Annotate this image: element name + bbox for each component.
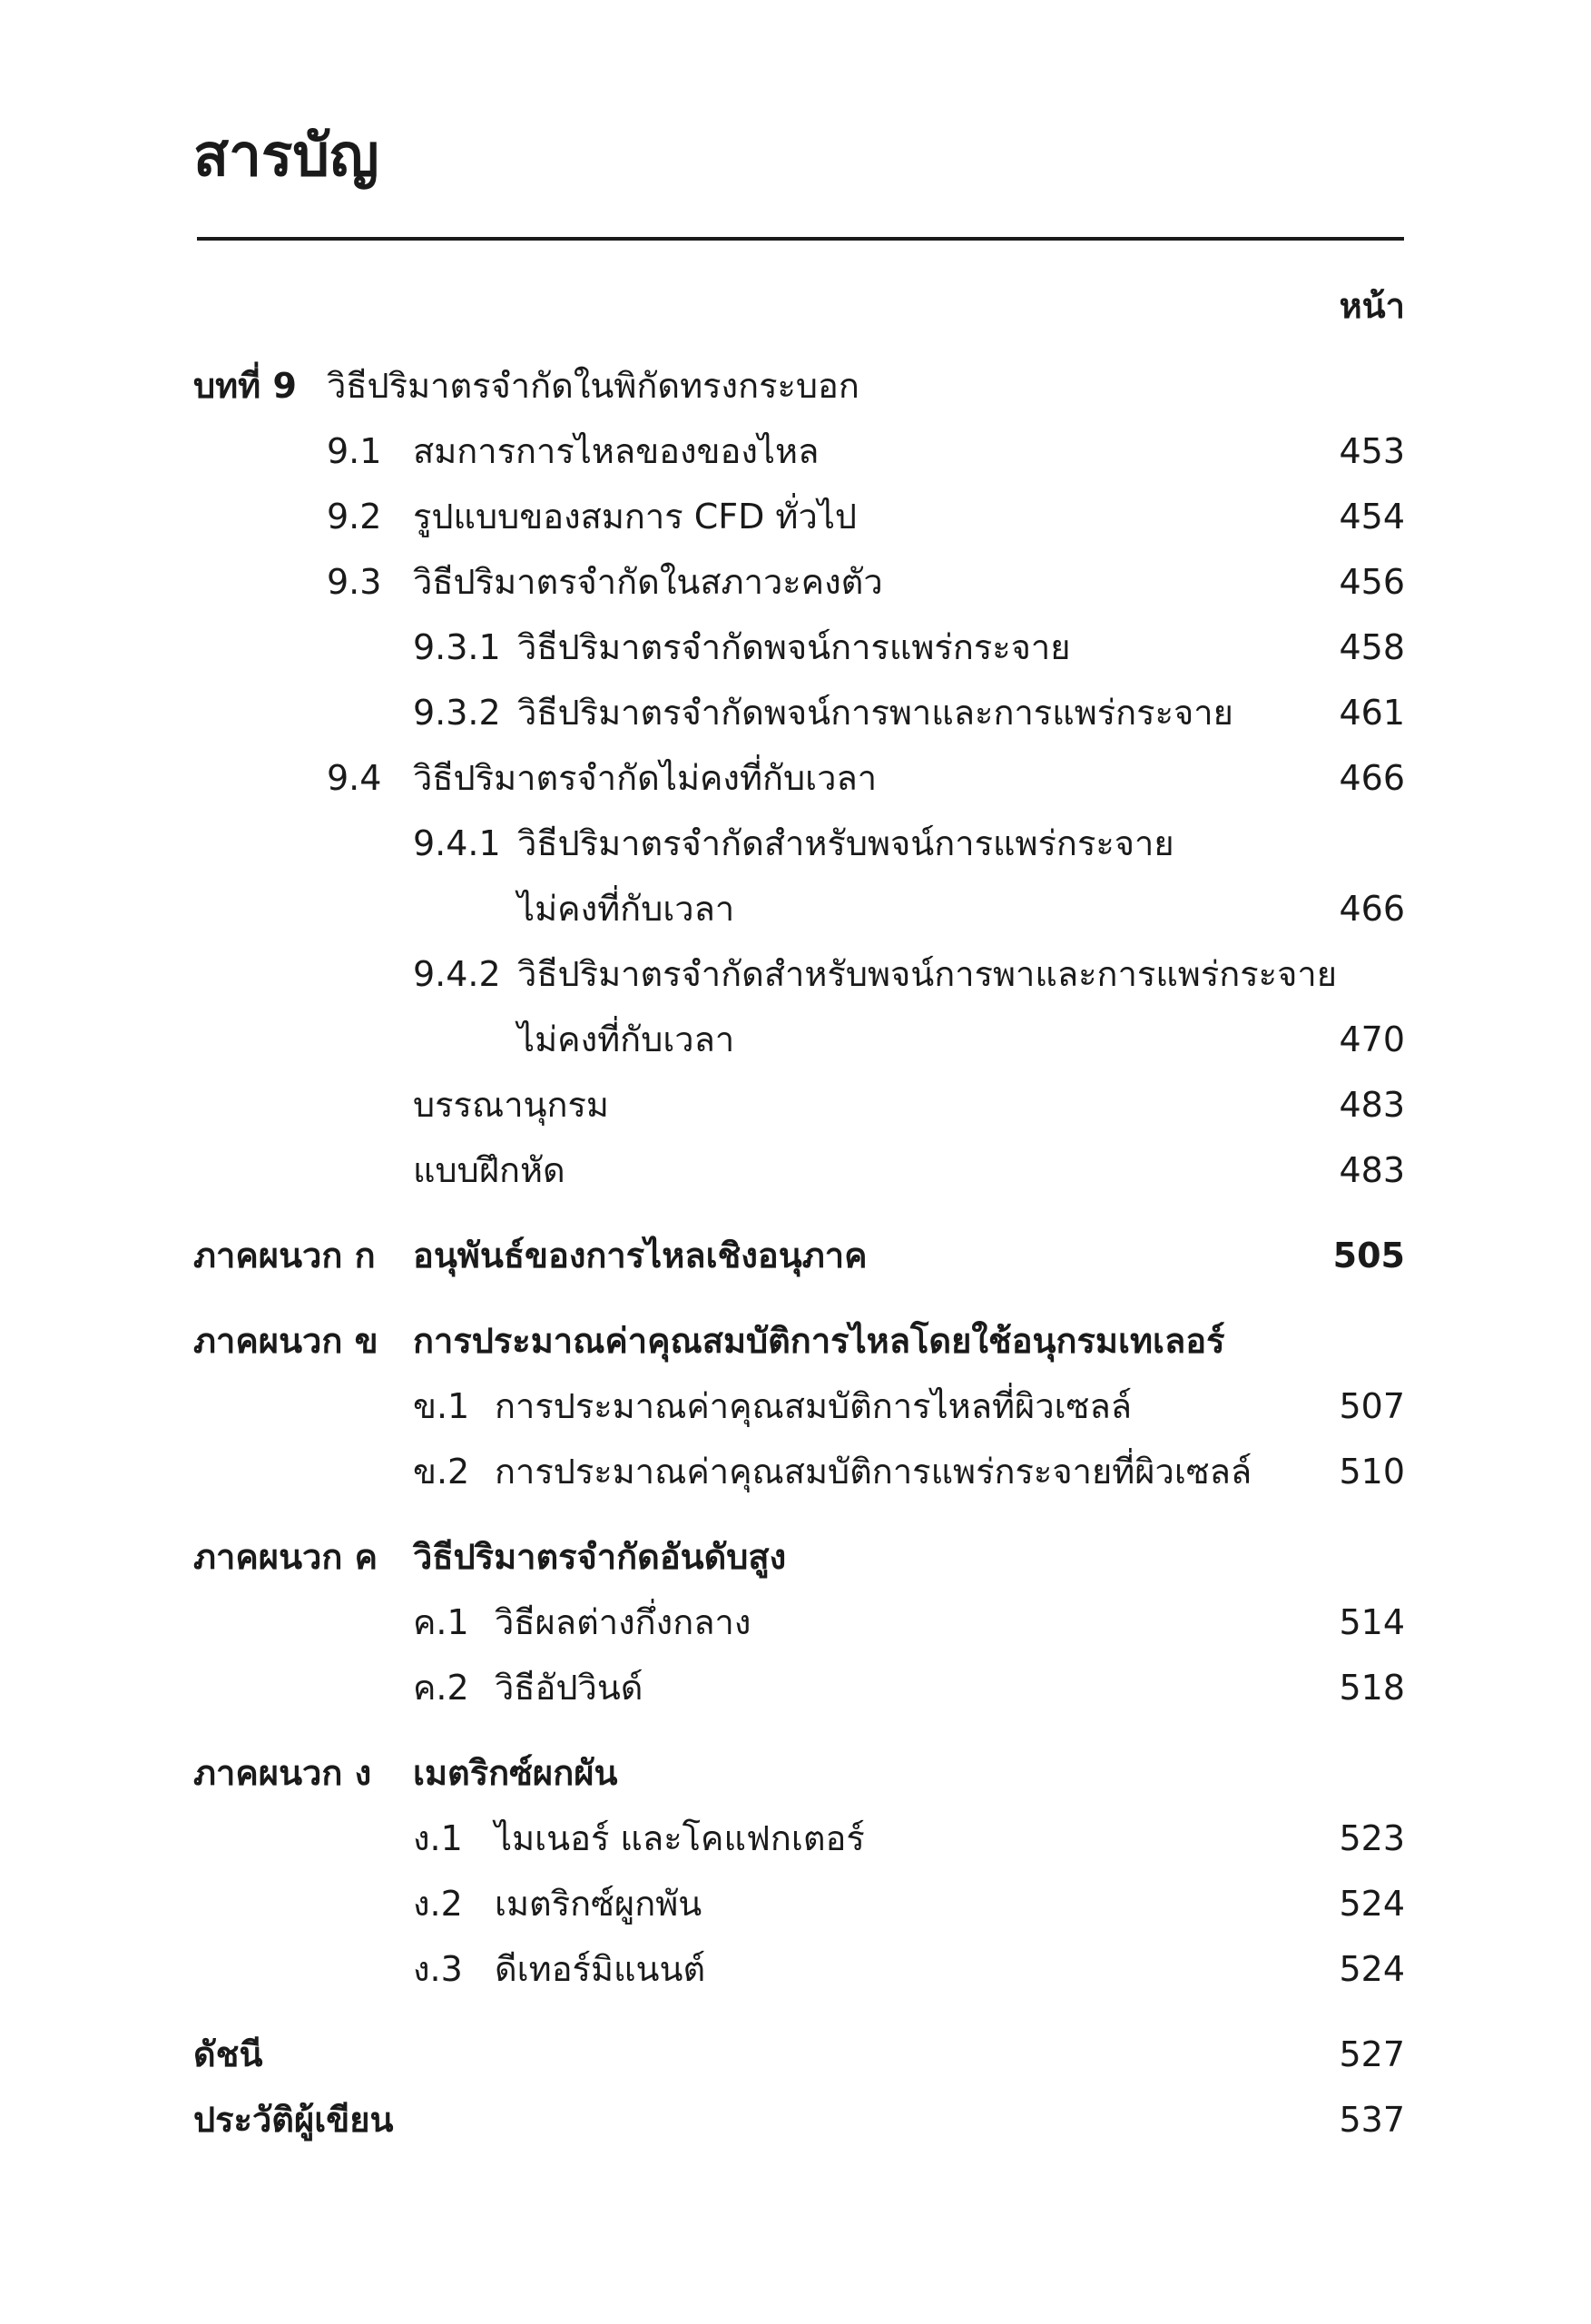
appendix-item-number: ง.1 (413, 1818, 463, 1858)
section-title: สมการการไหลของของไหล (413, 431, 820, 471)
appendix-item-title: วิธีผลต่างกึ่งกลาง (495, 1602, 751, 1642)
author-label: ประวัติผู้เขียน (193, 2100, 394, 2140)
appendix-title: การประมาณค่าคุณสมบัติการไหลโดยใช้อนุกรมเทเลอร์ (413, 1321, 1225, 1361)
page-column-header: หน้า (1339, 286, 1405, 326)
chapter-label: บทที่ 9 (193, 366, 297, 406)
subsection-number: 9.4.2 (413, 954, 501, 994)
appendix-item-page: 510 (1339, 1452, 1405, 1492)
appendix-item-number: ข.2 (413, 1452, 470, 1492)
exercises-page: 483 (1339, 1150, 1405, 1190)
section-title: วิธีปริมาตรจำกัดในสภาวะคงตัว (413, 562, 883, 602)
subsection-number: 9.4.1 (413, 823, 501, 863)
appendix-item-number: ค.2 (413, 1668, 469, 1708)
subsection-page: 458 (1339, 627, 1405, 667)
appendix-title: เมตริกซ์ผกผัน (413, 1753, 618, 1793)
subsection-number: 9.3.2 (413, 693, 501, 733)
appendix-item-number: ง.3 (413, 1949, 463, 1989)
section-page: 456 (1339, 562, 1405, 602)
section-number: 9.2 (327, 497, 382, 537)
section-page: 454 (1339, 497, 1405, 537)
appendix-item-title: วิธีอัปวินด์ (495, 1668, 643, 1708)
appendix-item-page: 514 (1339, 1602, 1405, 1642)
author-page: 537 (1339, 2100, 1405, 2140)
section-title: วิธีปริมาตรจำกัดไม่คงที่กับเวลา (413, 758, 878, 798)
subsection-title: วิธีปริมาตรจำกัดพจน์การพาและการแพร่กระจาย (517, 693, 1233, 733)
section-page: 453 (1339, 431, 1405, 471)
subsection-title: วิธีปริมาตรจำกัดพจน์การแพร่กระจาย (517, 627, 1071, 667)
appendix-item-title: ไมเนอร์ และโคแฟกเตอร์ (495, 1818, 865, 1858)
appendix-label: ภาคผนวก ค (193, 1537, 378, 1577)
subsection-page: 466 (1339, 889, 1405, 929)
section-number: 9.3 (327, 562, 382, 602)
subsection-page: 470 (1339, 1019, 1405, 1059)
appendix-item-page: 507 (1339, 1386, 1405, 1426)
chapter-title: วิธีปริมาตรจำกัดในพิกัดทรงกระบอก (327, 366, 859, 406)
appendix-title: วิธีปริมาตรจำกัดอันดับสูง (413, 1537, 787, 1577)
appendix-label: ภาคผนวก ข (193, 1321, 378, 1361)
section-title: รูปแบบของสมการ CFD ทั่วไป (413, 497, 858, 537)
appendix-item-page: 523 (1339, 1818, 1405, 1858)
appendix-item-page: 524 (1339, 1949, 1405, 1989)
subsection-page: 461 (1339, 693, 1405, 733)
subsection-number: 9.3.1 (413, 627, 501, 667)
appendix-page: 505 (1332, 1236, 1405, 1275)
exercises-title: แบบฝึกหัด (413, 1150, 565, 1190)
appendix-label: ภาคผนวก ก (193, 1236, 376, 1275)
index-page: 527 (1339, 2034, 1405, 2074)
bibliography-title: บรรณานุกรม (413, 1085, 609, 1125)
appendix-item-number: ข.1 (413, 1386, 470, 1426)
section-number: 9.4 (327, 758, 382, 798)
section-page: 466 (1339, 758, 1405, 798)
appendix-item-title: การประมาณค่าคุณสมบัติการไหลที่ผิวเซลล์ (495, 1386, 1133, 1426)
appendix-item-title: การประมาณค่าคุณสมบัติการแพร่กระจายที่ผิวเซลล์ (495, 1452, 1252, 1492)
appendix-item-page: 524 (1339, 1884, 1405, 1924)
appendix-label: ภาคผนวก ง (193, 1753, 372, 1793)
subsection-title: วิธีปริมาตรจำกัดสำหรับพจน์การแพร่กระจาย (517, 823, 1174, 863)
appendix-item-number: ง.2 (413, 1884, 463, 1924)
subsection-title: วิธีปริมาตรจำกัดสำหรับพจน์การพาและการแพร่กระจาย (517, 954, 1337, 994)
section-number: 9.1 (327, 431, 382, 471)
subsection-title-cont: ไม่คงที่กับเวลา (517, 889, 735, 929)
index-label: ดัชนี (193, 2034, 263, 2074)
appendix-item-title: เมตริกซ์ผูกพัน (495, 1884, 702, 1924)
bibliography-page: 483 (1339, 1085, 1405, 1125)
appendix-item-page: 518 (1339, 1668, 1405, 1708)
appendix-item-number: ค.1 (413, 1602, 469, 1642)
page-title: สารบัญ (193, 123, 379, 190)
title-divider (197, 237, 1404, 241)
appendix-item-title: ดีเทอร์มิแนนต์ (495, 1949, 706, 1989)
subsection-title-cont: ไม่คงที่กับเวลา (517, 1019, 735, 1059)
appendix-title: อนุพันธ์ของการไหลเชิงอนุภาค (413, 1236, 868, 1275)
